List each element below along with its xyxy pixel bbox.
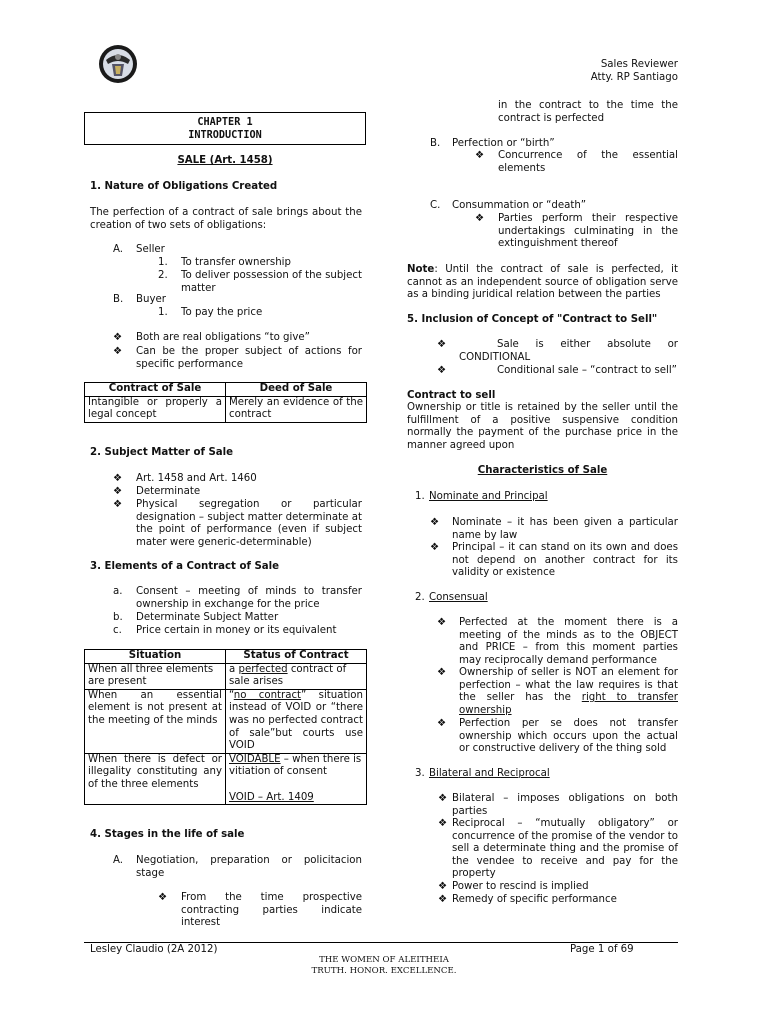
section-2-bullet: Physical segregation or particular designation – subject matter determinate at the point of performance (even if subject mater were generic-determinable) xyxy=(136,499,362,548)
char-bullet: Remedy of specific performance xyxy=(452,894,617,905)
note-paragraph: Note: Until the contract of sale is perfected, it cannot as an independent source of obligation serve as a binding juridical relation between the parties xyxy=(407,264,678,301)
bullet-specific-performance: Can be the proper subject of actions for specific performance xyxy=(136,346,362,370)
bullet-icon: ❖ xyxy=(113,486,123,497)
bullet-icon: ❖ xyxy=(437,339,447,350)
stage-perfection-bullet: Concurrence of the essential elements xyxy=(498,150,678,174)
footer-page-number: Page 1 of 69 xyxy=(570,944,634,955)
bullet-icon: ❖ xyxy=(438,894,448,905)
seller-item-2-num: 2. xyxy=(158,270,168,281)
section-1-paragraph: The perfection of a contract of sale brings about the creation of two sets of obligations: xyxy=(90,207,362,231)
stage-negotiation: Negotiation, preparation or policitacion stage xyxy=(136,855,362,879)
table-header: Contract of Sale xyxy=(85,383,226,397)
table-header: Situation xyxy=(85,650,226,664)
bullet-icon: ❖ xyxy=(158,892,168,903)
header-author: Atty. RP Santiago xyxy=(590,72,678,83)
bullet-real-obligations: Both are real obligations “to give” xyxy=(136,332,310,343)
char-bullet: Perfected at the moment there is a meeting of the minds as to the OBJECT and PRICE – from this moment parties may reciprocally demand performance xyxy=(459,617,678,666)
list-letter: b. xyxy=(113,612,123,623)
bullet-icon: ❖ xyxy=(437,667,447,678)
chapter-title: INTRODUCTION xyxy=(188,130,262,141)
buyer-item-1: To pay the price xyxy=(181,307,263,318)
bullet-icon: ❖ xyxy=(113,499,123,510)
footer-motto: TRUTH. HONOR. EXCELLENCE. xyxy=(311,966,457,976)
section-2-bullet: Determinate xyxy=(136,486,201,497)
table-cell: a perfected contract of sale arises xyxy=(226,663,367,689)
list-number: 3. xyxy=(415,768,425,779)
bullet-icon: ❖ xyxy=(430,542,440,553)
stage-consummation-bullet: Parties perform their respective undertakings culminating in the extinguishment thereof xyxy=(498,213,678,250)
section-2-bullet: Art. 1458 and Art. 1460 xyxy=(136,473,257,484)
char-bullet: Bilateral – imposes obligations on both parties xyxy=(452,793,678,817)
contract-to-sell-title: Contract to sell xyxy=(407,390,496,401)
bullet-icon: ❖ xyxy=(438,793,448,804)
buyer-heading: Buyer xyxy=(136,294,166,305)
sale-title: SALE (Art. 1458) xyxy=(177,155,273,166)
table-cell: Merely an evidence of the contract xyxy=(226,396,367,422)
list-letter: B. xyxy=(430,138,441,149)
list-letter: a. xyxy=(113,586,123,597)
bullet-icon: ❖ xyxy=(430,517,440,528)
section-5-bullet: Sale is either absolute or CONDITIONAL xyxy=(459,339,678,363)
char-bullet: Ownership of seller is NOT an element for perfection – what the law requires is that the seller has the right to transfer ownership xyxy=(459,667,678,716)
element-price: Price certain in money or its equivalent xyxy=(136,625,337,636)
section-3-title: 3. Elements of a Contract of Sale xyxy=(90,561,280,572)
buyer-item-1-num: 1. xyxy=(158,307,168,318)
table-header: Deed of Sale xyxy=(226,383,367,397)
contract-to-sell-paragraph: Ownership or title is retained by the seller until the fulfillment of a positive suspensive condition normally the payment of the purchase price in the manner agreed upon xyxy=(407,402,678,451)
bullet-icon: ❖ xyxy=(438,881,448,892)
footer-author: Lesley Claudio (2A 2012) xyxy=(90,944,218,955)
element-subject-matter: Determinate Subject Matter xyxy=(136,612,279,623)
bullet-icon: ❖ xyxy=(475,150,485,161)
seller-item-1: To transfer ownership xyxy=(181,257,291,268)
bullet-icon: ❖ xyxy=(113,473,123,484)
char-bullet: Reciprocal – “mutually obligatory” or concurrence of the promise of the vendor to sell a determinate thing and the promise of the vendee to receive and pay for the property xyxy=(452,818,678,880)
list-number: 2. xyxy=(415,592,425,603)
seller-label: A. xyxy=(113,244,124,255)
bullet-icon: ❖ xyxy=(437,617,447,628)
chapter-box xyxy=(84,112,366,145)
bullet-icon: ❖ xyxy=(437,365,447,376)
char-bilateral: Bilateral and Reciprocal xyxy=(429,768,550,779)
seller-item-2: To deliver possession of the subject matter xyxy=(181,270,362,294)
list-letter: c. xyxy=(113,625,122,636)
left-column xyxy=(84,112,366,145)
seal-logo xyxy=(98,44,138,84)
char-nominate-principal: Nominate and Principal xyxy=(429,491,548,502)
bullet-icon: ❖ xyxy=(113,346,123,357)
list-number: 1. xyxy=(415,491,425,502)
char-consensual: Consensual xyxy=(429,592,488,603)
char-bullet: Principal – it can stand on its own and does not depend on another contract for its validity or existence xyxy=(452,542,678,579)
table-cell: “no contract” situation instead of VOID or “there was no perfected contract of sale”but courts use VOID xyxy=(226,689,367,753)
section-5-title: 5. Inclusion of Concept of "Contract to Sell" xyxy=(407,314,658,325)
bullet-icon: ❖ xyxy=(437,718,447,729)
stage-continued: in the contract to the time the contract is perfected xyxy=(498,100,678,124)
bullet-icon: ❖ xyxy=(438,818,448,829)
list-letter: C. xyxy=(430,200,441,211)
table-cell: VOIDABLE – when there is vitiation of consent VOID – Art. 1409 xyxy=(226,753,367,804)
stage-consummation: Consummation or “death” xyxy=(452,200,587,211)
list-letter: A. xyxy=(113,855,124,866)
char-bullet: Perfection per se does not transfer ownership which occurs upon the actual or constructive delivery of the thing sold xyxy=(459,718,678,755)
situation-status-table xyxy=(84,649,367,805)
bullet-icon: ❖ xyxy=(475,213,485,224)
section-5-bullet: Conditional sale – “contract to sell” xyxy=(497,365,677,376)
chapter-label: CHAPTER 1 xyxy=(197,117,253,128)
section-1-title: 1. Nature of Obligations Created xyxy=(90,181,278,192)
buyer-label: B. xyxy=(113,294,124,305)
header-title: Sales Reviewer xyxy=(600,59,678,70)
stage-perfection: Perfection or “birth” xyxy=(452,138,555,149)
table-cell: Intangible or properly a legal concept xyxy=(85,396,226,422)
stage-negotiation-bullet: From the time prospective contracting parties indicate interest xyxy=(181,892,362,929)
contract-deed-table xyxy=(84,382,367,423)
table-cell: When an essential element is not present at the meeting of the minds xyxy=(85,689,226,753)
footer-org: THE WOMEN OF ALEITHEIA xyxy=(319,955,449,965)
bullet-icon: ❖ xyxy=(113,332,123,343)
char-bullet: Nominate – it has been given a particular name by law xyxy=(452,517,678,541)
footer-rule xyxy=(84,942,678,943)
section-2-title: 2. Subject Matter of Sale xyxy=(90,447,234,458)
seller-item-1-num: 1. xyxy=(158,257,168,268)
table-cell: When there is defect or illegality constituting any of the three elements xyxy=(85,753,226,804)
section-4-title: 4. Stages in the life of sale xyxy=(90,829,245,840)
char-bullet: Power to rescind is implied xyxy=(452,881,589,892)
element-consent: Consent – meeting of minds to transfer ownership in exchange for the price xyxy=(136,586,362,610)
table-header: Status of Contract xyxy=(226,650,367,664)
seller-heading: Seller xyxy=(136,244,165,255)
characteristics-title: Characteristics of Sale xyxy=(477,465,608,476)
table-cell: When all three elements are present xyxy=(85,663,226,689)
